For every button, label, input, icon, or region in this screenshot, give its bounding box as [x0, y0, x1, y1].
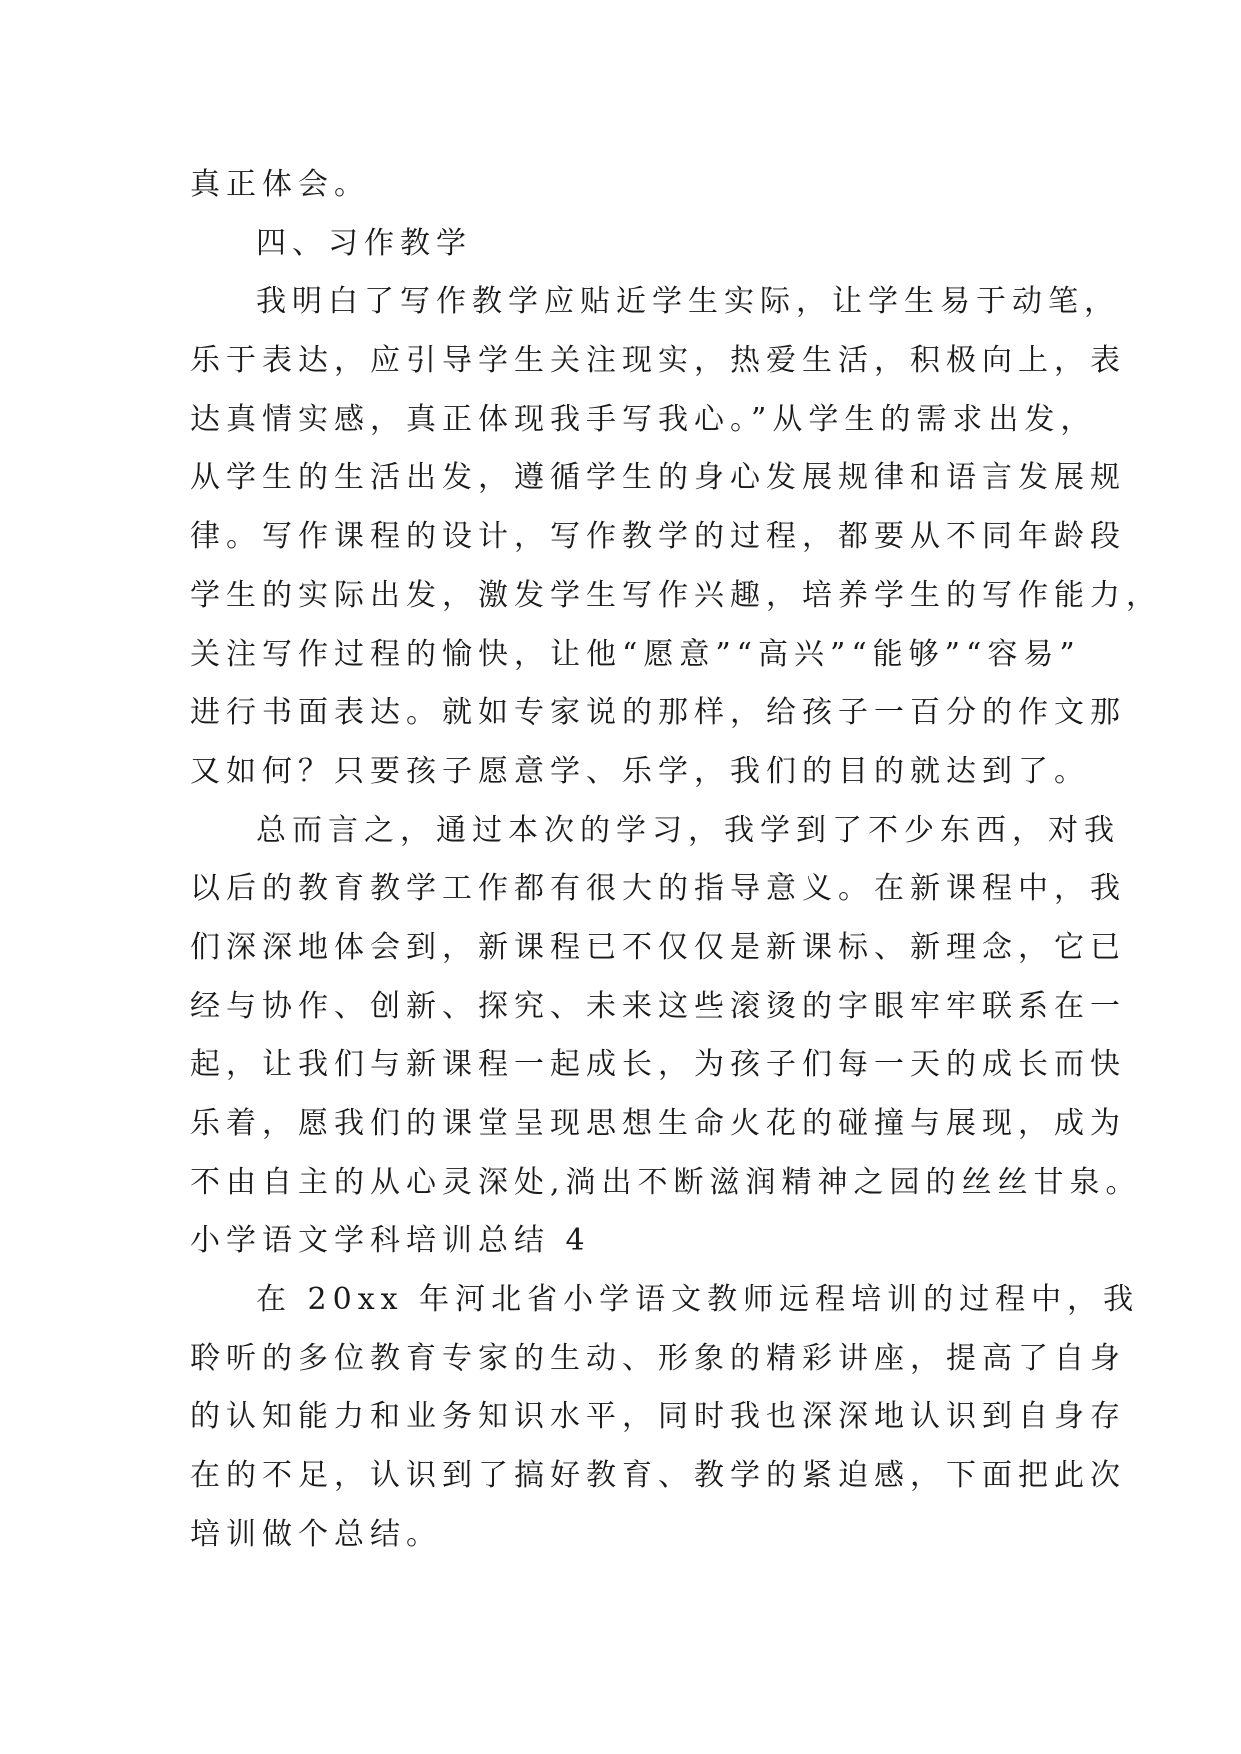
text-line: 们深深地体会到，新课程已不仅仅是新课标、新理念，它已	[190, 929, 1126, 965]
text-line: 乐着，愿我们的课堂呈现思想生命火花的碰撞与展现，成为	[190, 1106, 1126, 1141]
text-line: 聆听的多位教育专家的生动、形象的精彩讲座，提高了自身	[190, 1340, 1126, 1376]
text-line: 以后的教育教学工作都有很大的指导意义。在新课程中，我	[190, 871, 1126, 907]
text-line: 进行书面表达。就如专家说的那样，给孩子一百分的作文那	[190, 695, 1126, 731]
text-line: 的认知能力和业务知识水平，同时我也深深地认识到自身存	[190, 1399, 1126, 1435]
section-heading: 四、习作教学	[256, 225, 472, 261]
text-line: 学生的实际出发，激发学生写作兴趣，培养学生的写作能力，	[190, 577, 1162, 613]
text-line: 律。写作课程的设计，写作教学的过程，都要从不同年龄段	[190, 519, 1126, 555]
text-line: 在 20xx 年河北省小学语文教师远程培训的过程中，我	[256, 1282, 1140, 1318]
text-line: 从学生的生活出发，遵循学生的身心发展规律和语言发展规	[190, 460, 1126, 496]
text-line: 我明白了写作教学应贴近学生实际，让学生易于动笔，	[256, 284, 1120, 320]
text-line: 不由自主的从心灵深处,淌出不断滋润精神之园的丝丝甘泉。	[190, 1164, 1142, 1200]
text-line: 真正体会。	[190, 167, 370, 202]
document-body	[190, 156, 1162, 1565]
text-line: 达真情实感，真正体现我手写我心。”从学生的需求出发，	[190, 401, 1097, 437]
section-title: 小学语文学科培训总结 4	[190, 1223, 591, 1259]
text-line: 关注写作过程的愉快，让他“愿意”“高兴”“能够”“容易”	[190, 636, 1081, 672]
text-line: 经与协作、创新、探究、未来这些滚烫的字眼牢牢联系在一	[190, 988, 1126, 1024]
text-line: 起，让我们与新课程一起成长，为孩子们每一天的成长而快	[190, 1047, 1126, 1083]
text-line: 总而言之，通过本次的学习，我学到了不少东西，对我	[256, 812, 1120, 848]
text-line: 在的不足，认识到了搞好教育、教学的紧迫感，下面把此次	[190, 1458, 1126, 1494]
text-line: 乐于表达，应引导学生关注现实，热爱生活，积极向上，表	[190, 343, 1126, 379]
text-line: 培训做个总结。	[190, 1516, 442, 1552]
text-line: 又如何？只要孩子愿意学、乐学，我们的目的就达到了。	[190, 753, 1090, 789]
